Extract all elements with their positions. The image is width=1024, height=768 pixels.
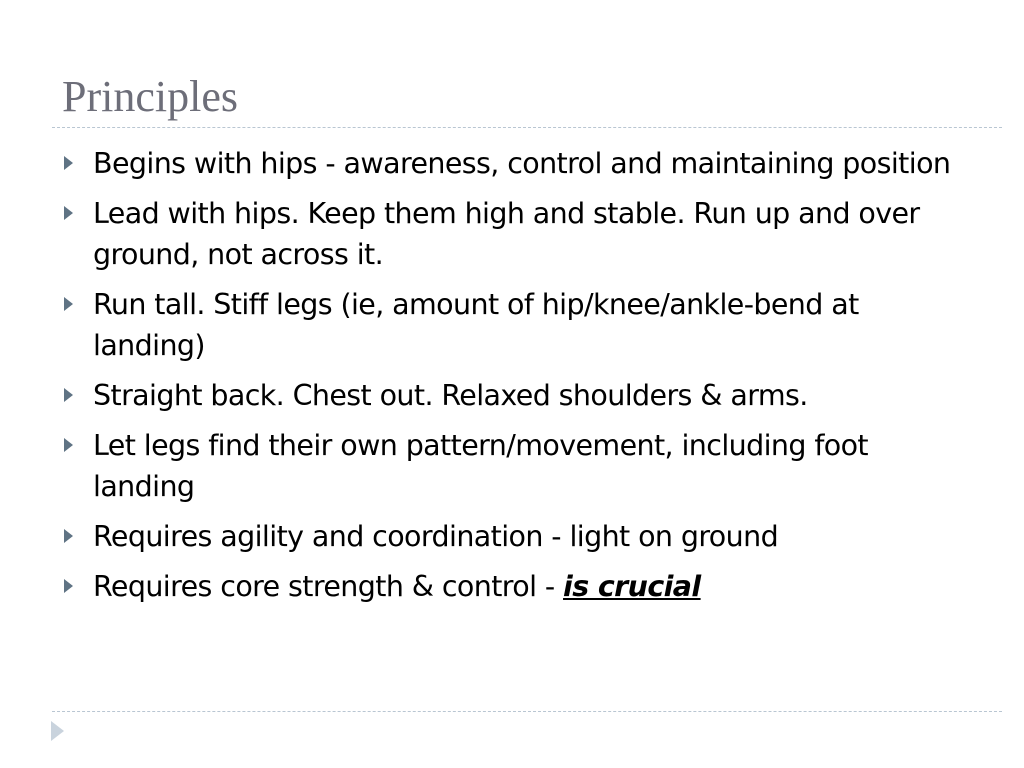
next-slide-arrow-icon[interactable] [51, 721, 64, 741]
bullet-text: Let legs find their own pattern/movement, including foot landing [93, 429, 869, 503]
title-divider [52, 127, 1002, 128]
bullet-list [62, 143, 962, 616]
triangle-right-icon [64, 206, 73, 220]
triangle-right-icon [64, 388, 73, 402]
bullet-item [62, 375, 962, 416]
footer-divider [52, 711, 1002, 712]
bullet-item [62, 566, 962, 607]
triangle-right-icon [64, 579, 73, 593]
slide-title: Principles [62, 72, 238, 121]
bullet-text: Straight back. Chest out. Relaxed shoulders & arms. [93, 379, 808, 412]
triangle-right-icon [64, 156, 73, 170]
bullet-item [62, 193, 962, 275]
bullet-text: Begins with hips - awareness, control and maintaining position [93, 147, 951, 180]
bullet-text: Requires agility and coordination - light on ground [93, 520, 779, 553]
triangle-right-icon [64, 297, 73, 311]
triangle-right-icon [64, 529, 73, 543]
bullet-emphasis: is crucial [563, 570, 701, 603]
triangle-right-icon [64, 438, 73, 452]
bullet-item [62, 516, 962, 557]
bullet-item [62, 143, 962, 184]
bullet-text: Lead with hips. Keep them high and stable. Run up and over ground, not across it. [93, 197, 920, 271]
bullet-text: Run tall. Stiff legs (ie, amount of hip/knee/ankle-bend at landing) [93, 288, 859, 362]
bullet-item [62, 284, 962, 366]
bullet-item [62, 425, 962, 507]
bullet-text: Requires core strength & control - [93, 570, 564, 603]
